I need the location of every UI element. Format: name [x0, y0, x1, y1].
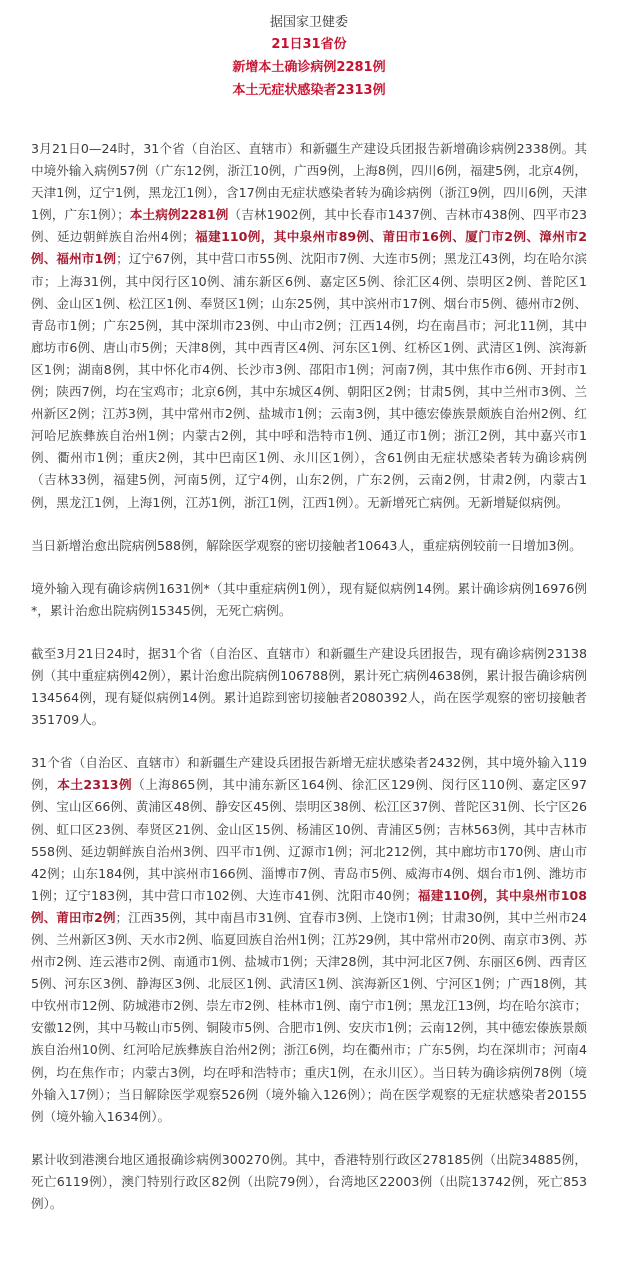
- paragraph-1: [31, 138, 587, 514]
- paragraph-6: [31, 1149, 587, 1215]
- body-text: （上海865例，其中浦东新区164例、徐汇区129例、闵行区110例、嘉定区97例、宝山区66例、黄浦区48例、静安区45例、崇明区38例、松江区37例、普陀区31例、长宁区26例、虹口区23例、奉贤区21例、金山区15例、杨浦区10例、青浦区5例；吉林563例，其中吉林市558例、延边朝鲜族自治州3例、四平市1例、辽源市1例；河北212例，其中廊坊市170例、唐山市42例；山东184例，其中滨州市166例、淄博市7例、青岛市5例、威海市4例、烟台市1例、潍坊市1例；辽宁183例，其中营口市102例、大连市41例、沈阳市40例；: [31, 777, 587, 903]
- highlight-text: 福建110例，其中泉州市89例、莆田市16例、厦门市2例、漳州市2例、福州市1例: [31, 229, 587, 267]
- body-text: 累计收到港澳台地区通报确诊病例300270例。其中，香港特别行政区278185例（出院34885例，死亡6119例），澳门特别行政区82例（出院79例），台湾地区22003例（出院13742例，死亡853例）。: [31, 1151, 587, 1212]
- body-text: 当日新增治愈出院病例588例，解除医学观察的密切接触者10643人，重症病例较前一日增加3例。: [31, 537, 582, 553]
- source-line: 据国家卫健委: [269, 15, 348, 30]
- highlight-text: 本土病例2281例: [129, 207, 229, 223]
- body-text: ；辽宁67例，其中营口市55例、沈阳市7例、大连市5例；黑龙江43例，均在哈尔滨市；上海31例，其中闵行区10例、浦东新区6例、嘉定区5例、徐汇区4例、崇明区2例、普陀区1例、金山区1例、松江区1例、奉贤区1例；山东25例，其中滨州市17例、烟台市5例、德州市2例、青岛市1例；广东25例，其中深圳市23例、中山市2例；江西14例，均在南昌市；河北11例，其中廊坊市6例、唐山市5例；天津8例，其中西青区4例、河东区1例、红桥区1例、武清区1例、滨海新区1例；湖南8例，其中怀化市4例、长沙市3例、邵阳市1例；河南7例，其中焦作市6例、开封市1例；陕西7例，均在宝鸡市；北京6例，其中东城区4例、朝阳区2例；甘肃5例，其中兰州市3例、兰州新区2例；江苏3例，其中常州市2例、盐城市1例；云南3例，其中德宏傣族景颇族自治州2例、红河哈尼族彝族自治州1例；内蒙古2例，其中呼和浩特市1例、通辽市1例；浙江2例，其中嘉兴市1例、衢州市1例；重庆2例，其中巴南区1例、永川区1例），含61例由无症状感染者转为确诊病例（吉林33例，福建5例，河南5例，辽宁4例，山东2例，广东2例，云南2例，甘肃2例，内蒙古1例，黑龙江1例，上海1例，江苏1例，浙江1例，江西1例）。无新增死亡病例。无新增疑似病例。: [31, 251, 587, 510]
- paragraph-2: [31, 535, 587, 557]
- highlight-text: 福建110例，其中泉州市108例、莆田市2例: [31, 887, 588, 925]
- paragraph-4: [31, 643, 587, 731]
- article-header: [31, 12, 587, 102]
- body-text: 31个省（自治区、直辖市）和新疆生产建设兵团报告新增无症状感染者2432例，其中境外输入119例，: [31, 755, 587, 793]
- body-text: 3月21日0—24时，31个省（自治区、直辖市）和新疆生产建设兵团报告新增确诊病例2338例。其中境外输入病例57例（广东12例，浙江10例，广西9例，上海8例，四川6例，福建5例，北京4例，天津1例，辽宁1例，黑龙江1例），含17例由无症状感染者转为确诊病例（浙江9例，四川6例，天津1例，广东1例）；: [31, 141, 587, 223]
- headline-2: 新增本土确诊病例2281例: [232, 60, 386, 75]
- body-text: 境外输入现有确诊病例1631例*（其中重症病例1例），现有疑似病例14例。累计确诊病例16976例*，累计治愈出院病例15345例，无死亡病例。: [31, 580, 587, 618]
- article-body: [31, 138, 587, 1215]
- paragraph-5: [31, 752, 587, 1128]
- body-text: 截至3月21日24时，据31个省（自治区、直辖市）和新疆生产建设兵团报告，现有确诊病例23138例（其中重症病例42例），累计治愈出院病例106788例，累计死亡病例4638例，累计报告确诊病例134564例，现有疑似病例14例。累计追踪到密切接触者2080392人，尚在医学观察的密切接触者351709人。: [31, 645, 587, 728]
- highlight-text: 本土2313例: [57, 777, 133, 793]
- body-text: ；江西35例，其中南昌市31例、宜春市3例、上饶市1例；甘肃30例，其中兰州市24例、兰州新区3例、天水市2例、临夏回族自治州1例；江苏29例，其中常州市20例、南京市3例、苏州市2例、连云港市2例、南通市1例、盐城市1例；天津28例，其中河北区7例、东丽区6例、西青区5例、河东区3例、静海区3例、北辰区1例、武清区1例、滨海新区1例、宁河区1例；广西18例，其中钦州市12例、防城港市2例、崇左市2例、桂林市1例、南宁市1例；黑龙江13例，均在哈尔滨市；安徽12例，其中马鞍山市5例、铜陵市5例、合肥市1例、安庆市1例；云南12例，其中德宏傣族景颇族自治州10例、红河哈尼族彝族自治州2例；浙江6例，均在衢州市；广东5例，均在深圳市；河南4例，均在焦作市；内蒙古3例，均在呼和浩特市；重庆1例，在永川区）。当日转为确诊病例78例（境外输入17例）；当日解除医学观察526例（境外输入126例）；尚在医学观察的无症状感染者20155例（境外输入1634例）。: [31, 909, 587, 1124]
- headline-1: 21日31省份: [271, 37, 347, 52]
- body-text: （吉林1902例，其中长春市1437例、吉林市438例、四平市23例、延边朝鲜族自治州4例；: [31, 207, 587, 245]
- paragraph-3: [31, 578, 587, 622]
- headline-3: 本土无症状感染者2313例: [232, 83, 386, 98]
